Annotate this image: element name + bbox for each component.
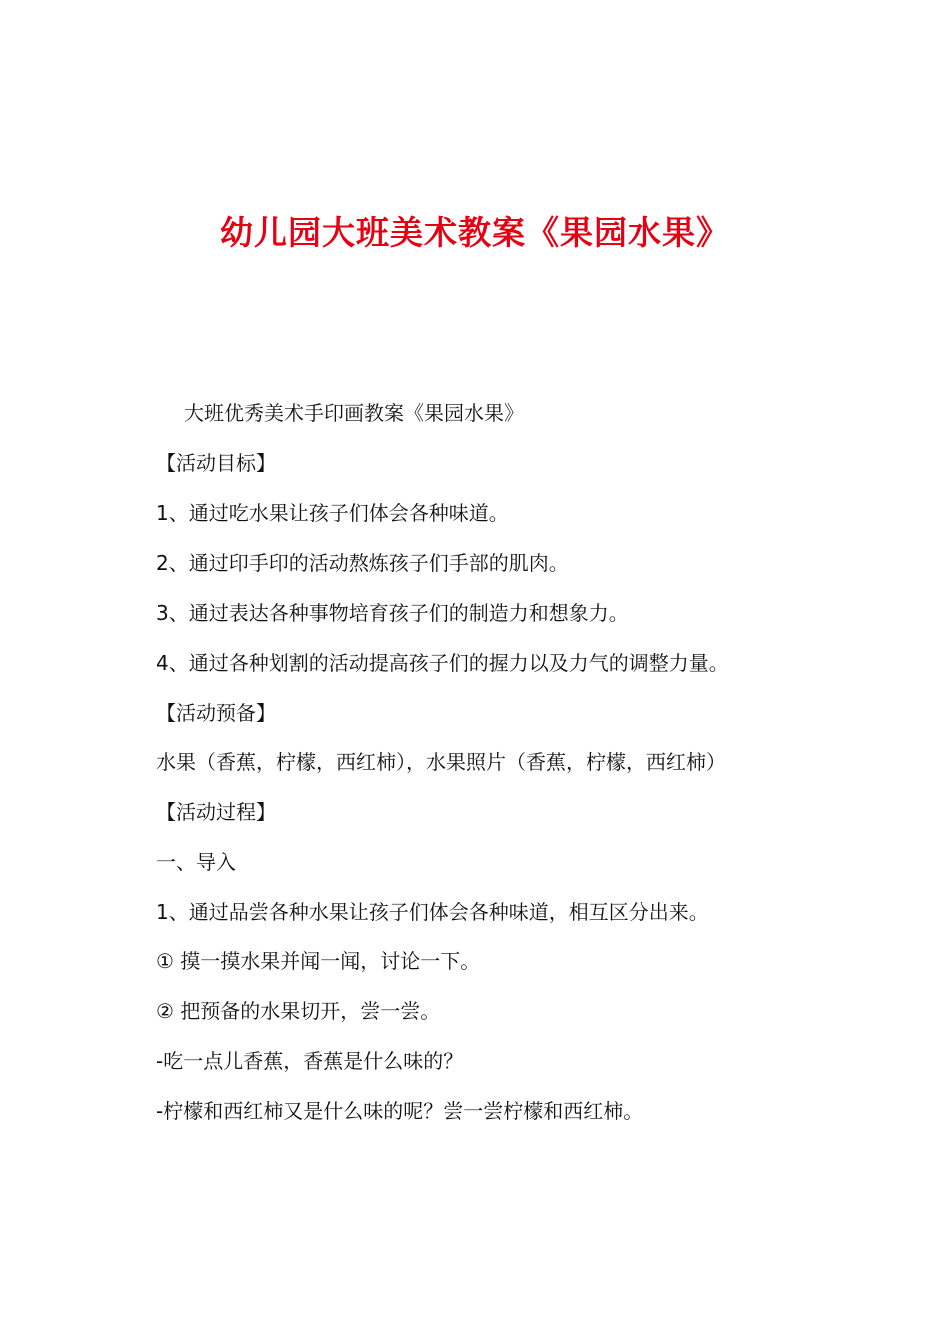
process-subitem-2: ② 把预备的水果切开，尝一尝。 [156,999,441,1023]
process-step-heading: 一、导入 [156,850,236,874]
process-item-1: 1、通过品尝各种水果让孩子们体会各种味道，相互区分出来。 [156,900,709,924]
question-line-1: -吃一点儿香蕉，香蕉是什么味的？ [156,1049,464,1073]
section-heading-process: 【活动过程】 [156,800,276,824]
question-line-2: -柠檬和西红柿又是什么味的呢？尝一尝柠檬和西红柿。 [156,1099,644,1123]
subtitle-line: 大班优秀美术手印画教案《果园水果》 [184,401,524,425]
goal-item-2: 2、通过印手印的活动熬炼孩子们手部的肌肉。 [156,551,569,575]
document-title: 幼儿园大班美术教案《果园水果》 [220,213,730,252]
process-subitem-1: ① 摸一摸水果并闻一闻，讨论一下。 [156,949,481,973]
section-heading-goals: 【活动目标】 [156,451,276,475]
preparation-text: 水果（香蕉，柠檬，西红柿），水果照片（香蕉，柠檬，西红柿） [156,750,726,774]
goal-item-1: 1、通过吃水果让孩子们体会各种味道。 [156,501,509,525]
goal-item-3: 3、通过表达各种事物培育孩子们的制造力和想象力。 [156,601,629,625]
goal-item-4: 4、通过各种划割的活动提高孩子们的握力以及力气的调整力量。 [156,651,729,675]
section-heading-preparation: 【活动预备】 [156,701,276,725]
